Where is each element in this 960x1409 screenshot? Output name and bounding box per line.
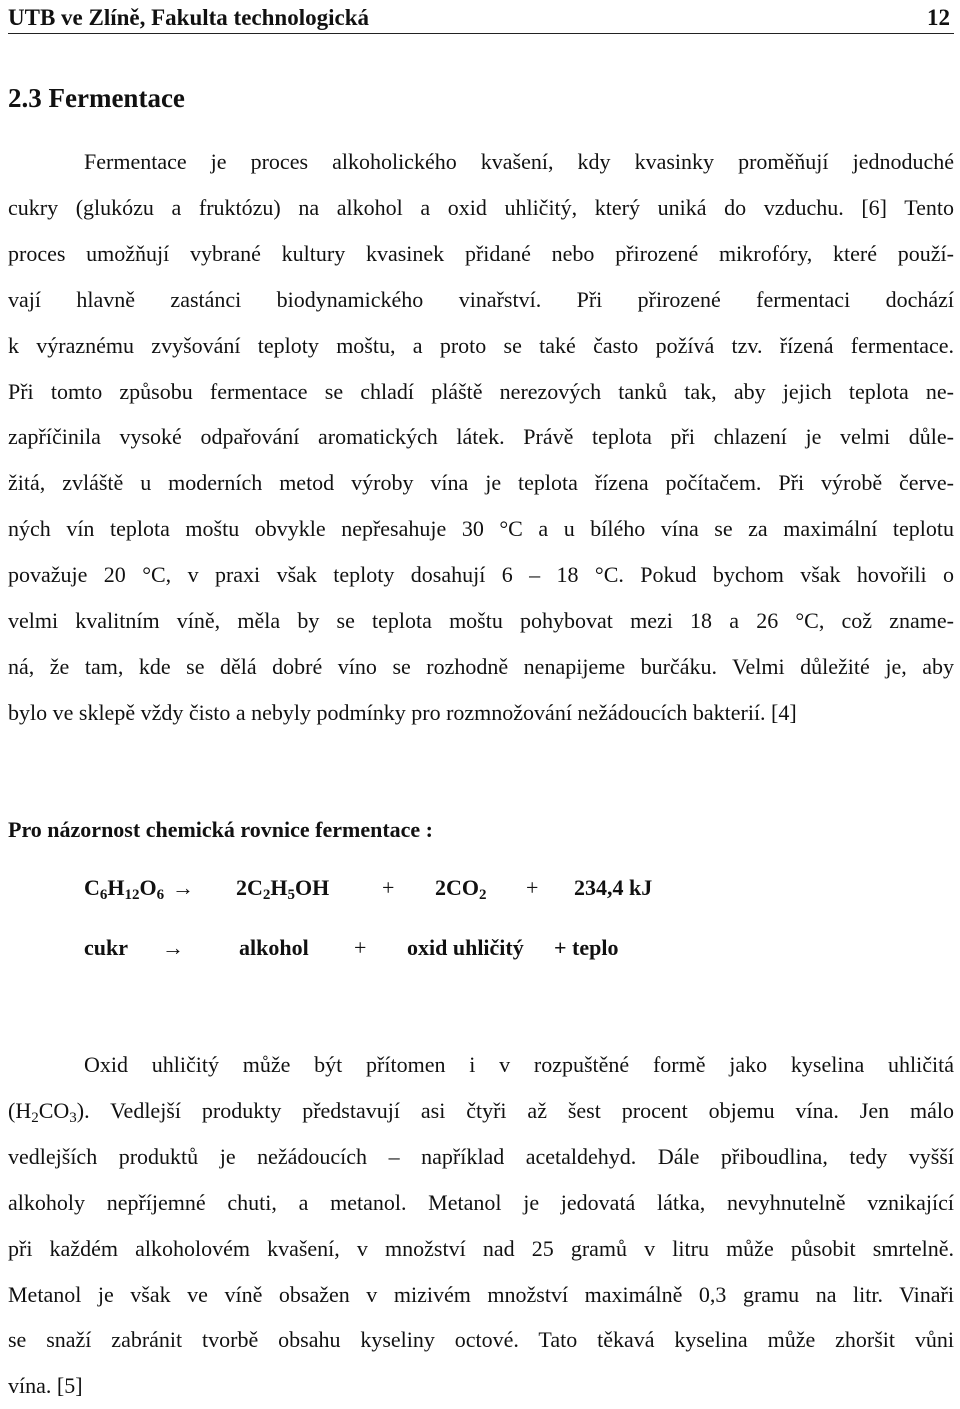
equation-plus: + bbox=[526, 875, 539, 900]
equation-heading: Pro názornost chemická rovnice fermentace : bbox=[8, 817, 434, 842]
equation-plus: + bbox=[382, 875, 395, 900]
word-heat: + teplo bbox=[554, 935, 619, 960]
word-reactant: cukr bbox=[84, 935, 128, 960]
text-line: velmi kvalitním víně, měla by se teplota moštu pohybovat mezi 18 a 26 °C, což zname- bbox=[8, 608, 954, 634]
equation-product-ethanol: $2C_2H_5OH$ bbox=[236, 875, 330, 903]
text-line: proces umožňují vybrané kultury kvasinek přidané nebo přirozené mikrofóry, které použí- bbox=[8, 240, 954, 266]
paragraph-byproducts bbox=[8, 1042, 954, 1409]
text-line: Fermentace je proces alkoholického kvašení, kdy kvasinky proměňují jednoduché bbox=[84, 149, 954, 174]
text-line: cukry (glukózu a fruktózu) na alkohol a oxid uhličitý, který uniká do vzduchu. [6] Tento bbox=[8, 194, 954, 220]
reaction-arrow-icon: → bbox=[172, 875, 194, 900]
reaction-arrow-icon: → bbox=[162, 935, 184, 960]
text-line: alkoholy nepříjemné chuti, a metanol. Metanol je jedovatá látka, nevyhnutelně vznikající bbox=[8, 1189, 954, 1215]
text-line: ná, že tam, kde se dělá dobré víno se rozhodně nenapijeme burčáku. Velmi důležité je, aby bbox=[8, 653, 954, 679]
text-line: $(H_2CO_3)$. Vedlejší produkty představují asi čtyři až šest procent objemu vína. Jen málo bbox=[8, 1097, 954, 1126]
equation-plus: + bbox=[354, 935, 367, 960]
text-line: Metanol je však ve víně obsažen v mizivém množství maximálně 0,3 gramu na litr. Vinaři bbox=[8, 1281, 954, 1307]
text-line: vedlejších produktů je nežádoucích – například acetaldehyd. Dále přiboudlina, tedy vyšší bbox=[8, 1143, 954, 1169]
text-line: se snaží zabránit tvorbě obsahu kyseliny octové. Tato těkavá kyselina může zhoršit vůni bbox=[8, 1327, 954, 1353]
text-line: k výraznému zvyšování teploty moštu, a proto se také často požívá tzv. řízená fermentace. bbox=[8, 332, 954, 358]
text-line: ných vín teplota moštu obvykle nepřesahuje 30 °C a u bílého vína se za maximální teplotu bbox=[8, 516, 954, 542]
text-line: při každém alkoholovém kvašení, v množství nad 25 gramů v litru může působit smrtelně. bbox=[8, 1235, 954, 1261]
text-line: zapříčinila vysoké odpařování aromatických látek. Právě teplota při chlazení je velmi důle- bbox=[8, 424, 954, 450]
text-line: vína. [5] bbox=[8, 1373, 83, 1399]
equation-product-co2: $2CO_2$ bbox=[435, 875, 487, 903]
text-line: Při tomto způsobu fermentace se chladí pláště nerezových tanků tak, aby jejich teplota ne- bbox=[8, 378, 954, 404]
header-title: UTB ve Zlíně, Fakulta technologická bbox=[8, 5, 369, 30]
text-line: bylo ve sklepě vždy čisto a nebyly podmínky pro rozmnožování nežádoucích bakterií. [4] bbox=[8, 699, 797, 725]
paragraph-fermentation bbox=[8, 139, 954, 736]
text-line: považuje 20 °C, v praxi však teploty dosahují 6 – 18 °C. Pokud bychom však hovořili o bbox=[8, 562, 954, 588]
text-line: Oxid uhličitý může být přítomen i v rozpuštěné formě jako kyselina uhličitá bbox=[84, 1052, 954, 1077]
text-line: žitá, zvláště u moderních metod výroby vína je teplota řízena počítačem. Při výrobě červe- bbox=[8, 470, 954, 496]
word-product-co2: oxid uhličitý bbox=[407, 935, 524, 960]
page-number: 12 bbox=[927, 5, 950, 30]
text-line: vají hlavně zastánci biodynamického vinařství. Při přirozené fermentaci dochází bbox=[8, 286, 954, 312]
section-heading: 2.3 Fermentace bbox=[8, 83, 185, 113]
equation-energy: 234,4 kJ bbox=[574, 875, 653, 900]
equation-reactant: $C_6H_{12}O_6$ bbox=[84, 875, 165, 903]
document-page bbox=[8, 0, 954, 1399]
word-product-alcohol: alkohol bbox=[239, 935, 309, 960]
running-header bbox=[8, 0, 954, 34]
